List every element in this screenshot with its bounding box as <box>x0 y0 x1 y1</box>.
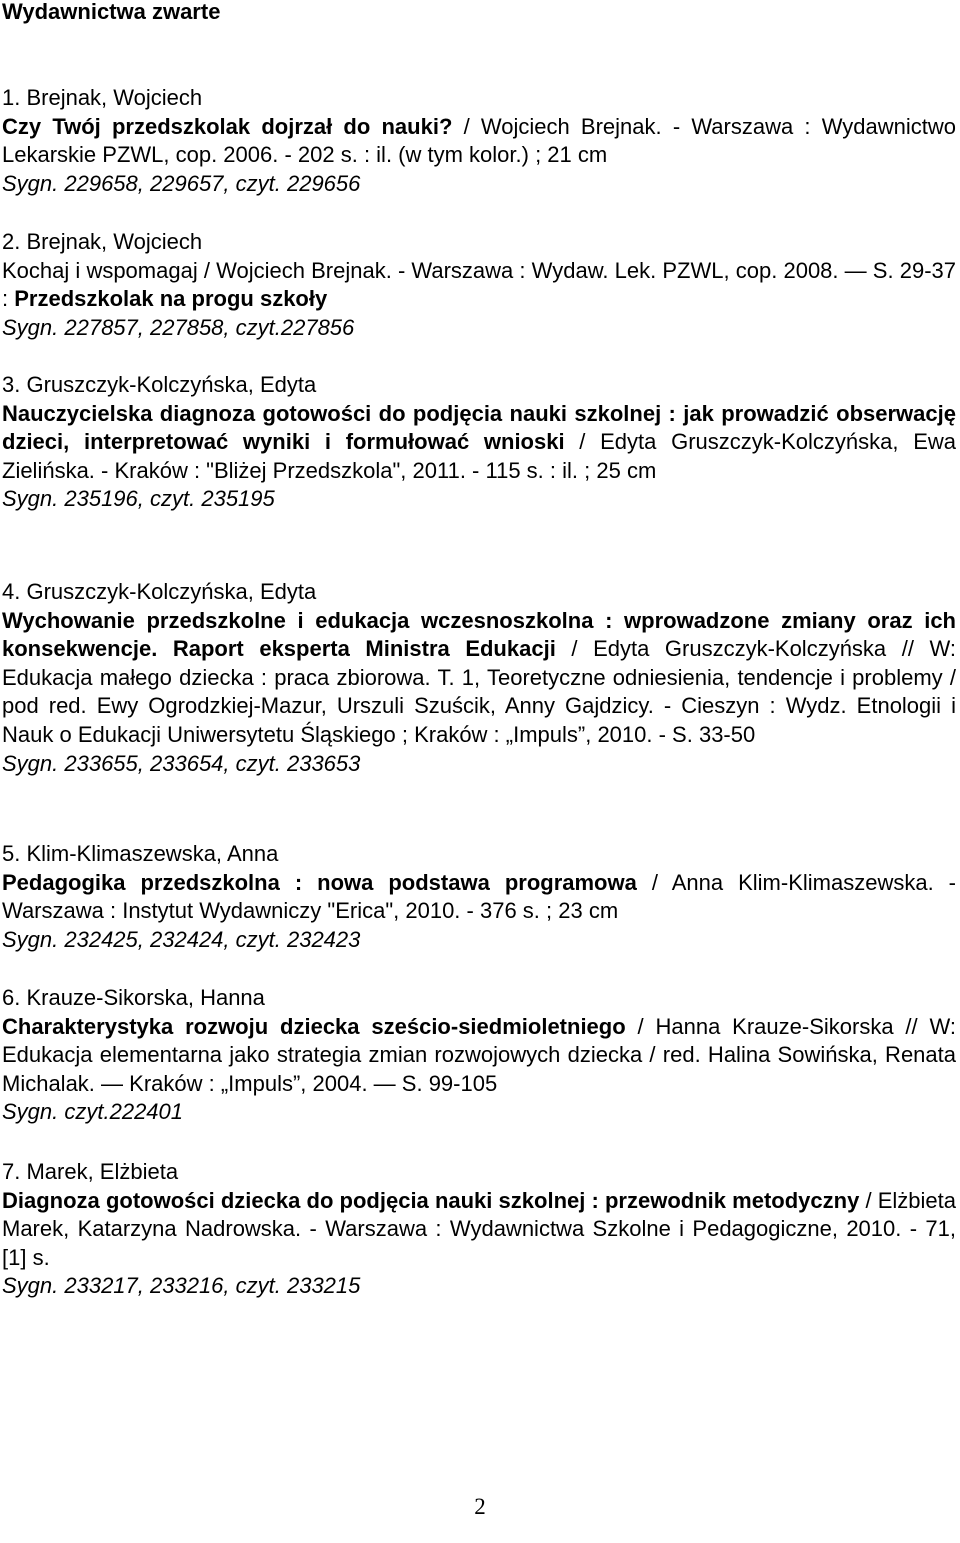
entry-title: Przedszkolak na progu szkoły <box>14 286 328 312</box>
entry-author: 6. Krauze-Sikorska, Hanna <box>2 985 265 1010</box>
entry-author: 2. Brejnak, Wojciech <box>2 229 203 254</box>
entry-author: 5. Klim-Klimaszewska, Anna <box>2 841 279 866</box>
entry-description <box>2 1013 956 1099</box>
entry-description <box>2 869 956 926</box>
entry-details: / Edyta Gruszczyk-Kolczyńska, Ewa Zielińska. - Kraków : "Bliżej Przedszkola", 2011. - 115 s. : il. ; 25 cm <box>2 429 956 483</box>
entry-description <box>2 607 956 750</box>
entry-description <box>2 400 956 486</box>
entry-title: Wychowanie przedszkolne i edukacja wczesnoszkolna : wprowadzone zmiany oraz ich konsekwencje. Raport eksperta Ministra Edukacji <box>2 607 956 662</box>
entry-title: Nauczycielska diagnoza gotowości do podjęcia nauki szkolnej : jak prowadzić obserwację dzieci, interpretować wyniki i formułować wnioski <box>2 400 956 455</box>
entry-call-number: Sygn. 229658, 229657, czyt. 229656 <box>2 170 361 196</box>
entry-call-number: Sygn. 233217, 233216, czyt. 233215 <box>2 1273 361 1299</box>
section-heading: Wydawnictwa zwarte <box>2 0 221 24</box>
entry-author: 4. Gruszczyk-Kolczyńska, Edyta <box>2 579 317 604</box>
bibliography-entry-7 <box>2 1158 956 1301</box>
entry-call-number: Sygn. 235196, czyt. 235195 <box>2 486 275 512</box>
entry-author: 3. Gruszczyk-Kolczyńska, Edyta <box>2 372 317 397</box>
bibliography-entry-2 <box>2 228 956 342</box>
entry-call-number: Sygn. 233655, 233654, czyt. 233653 <box>2 750 361 776</box>
entry-call-number: Sygn. 232425, 232424, czyt. 232423 <box>2 926 361 952</box>
bibliography-entry-3 <box>2 371 956 514</box>
entry-details: / Wojciech Brejnak. - Warszawa : Wydawnictwo Lekarskie PZWL, cop. 2006. - 202 s. : il. (w tym kolor.) ; 21 cm <box>2 113 956 168</box>
entry-author: 1. Brejnak, Wojciech <box>2 85 203 110</box>
bibliography-entry-4 <box>2 578 956 778</box>
entry-title: Pedagogika przedszkolna : nowa podstawa programowa <box>2 869 637 895</box>
entry-details: / Elżbieta Marek, Katarzyna Nadrowska. - Warszawa : Wydawnictwa Szkolne i Pedagogiczne, 2010. - 71, [1] s. <box>2 1187 956 1270</box>
entry-title: Charakterystyka rozwoju dziecka sześcio-siedmioletniego <box>2 1013 626 1039</box>
bibliography-entry-5 <box>2 840 956 954</box>
entry-details: Kochaj i wspomagaj / Wojciech Brejnak. - Warszawa : Wydaw. Lek. PZWL, cop. 2008. — S. 29-37 : <box>2 257 956 312</box>
entry-author: 7. Marek, Elżbieta <box>2 1159 179 1184</box>
entry-call-number: Sygn. czyt.222401 <box>2 1099 184 1125</box>
entry-title: Diagnoza gotowości dziecka do podjęcia nauki szkolnej : przewodnik metodyczny <box>2 1187 860 1213</box>
entry-details: / Edyta Gruszczyk-Kolczyńska // W: Edukacja małego dziecka : praca zbiorowa. T. 1, Teoretyczne odniesienia, tendencje i problemy / pod red. Ewy Ogrodzkiej-Mazur, Urszuli Szuścik, Anny Gajdzicy. - Cieszyn : Wydz. Etnologii i Nauk o Edukacji Uniwersytetu Śląskiego ; Kraków : „Impuls”, 2010. - S. 33-50 <box>2 636 957 747</box>
bibliography-entry-1 <box>2 84 956 198</box>
page-number: 2 <box>474 1494 486 1519</box>
entry-details: / Hanna Krauze-Sikorska // W: Edukacja elementarna jako strategia zmian rozwojowych dziecka / red. Halina Sowińska, Renata Michalak. — Kraków : „Impuls”, 2004. — S. 99-105 <box>2 1013 956 1096</box>
entry-title: Czy Twój przedszkolak dojrzał do nauki? <box>2 113 453 139</box>
entry-description <box>2 257 956 314</box>
entry-call-number: Sygn. 227857, 227858, czyt.227856 <box>2 314 355 340</box>
entry-details: / Anna Klim-Klimaszewska. - Warszawa : Instytut Wydawniczy "Erica", 2010. - 376 s. ; 23 cm <box>2 869 956 924</box>
entry-description <box>2 113 956 170</box>
bibliography-entry-6 <box>2 984 956 1127</box>
entry-description <box>2 1187 956 1273</box>
